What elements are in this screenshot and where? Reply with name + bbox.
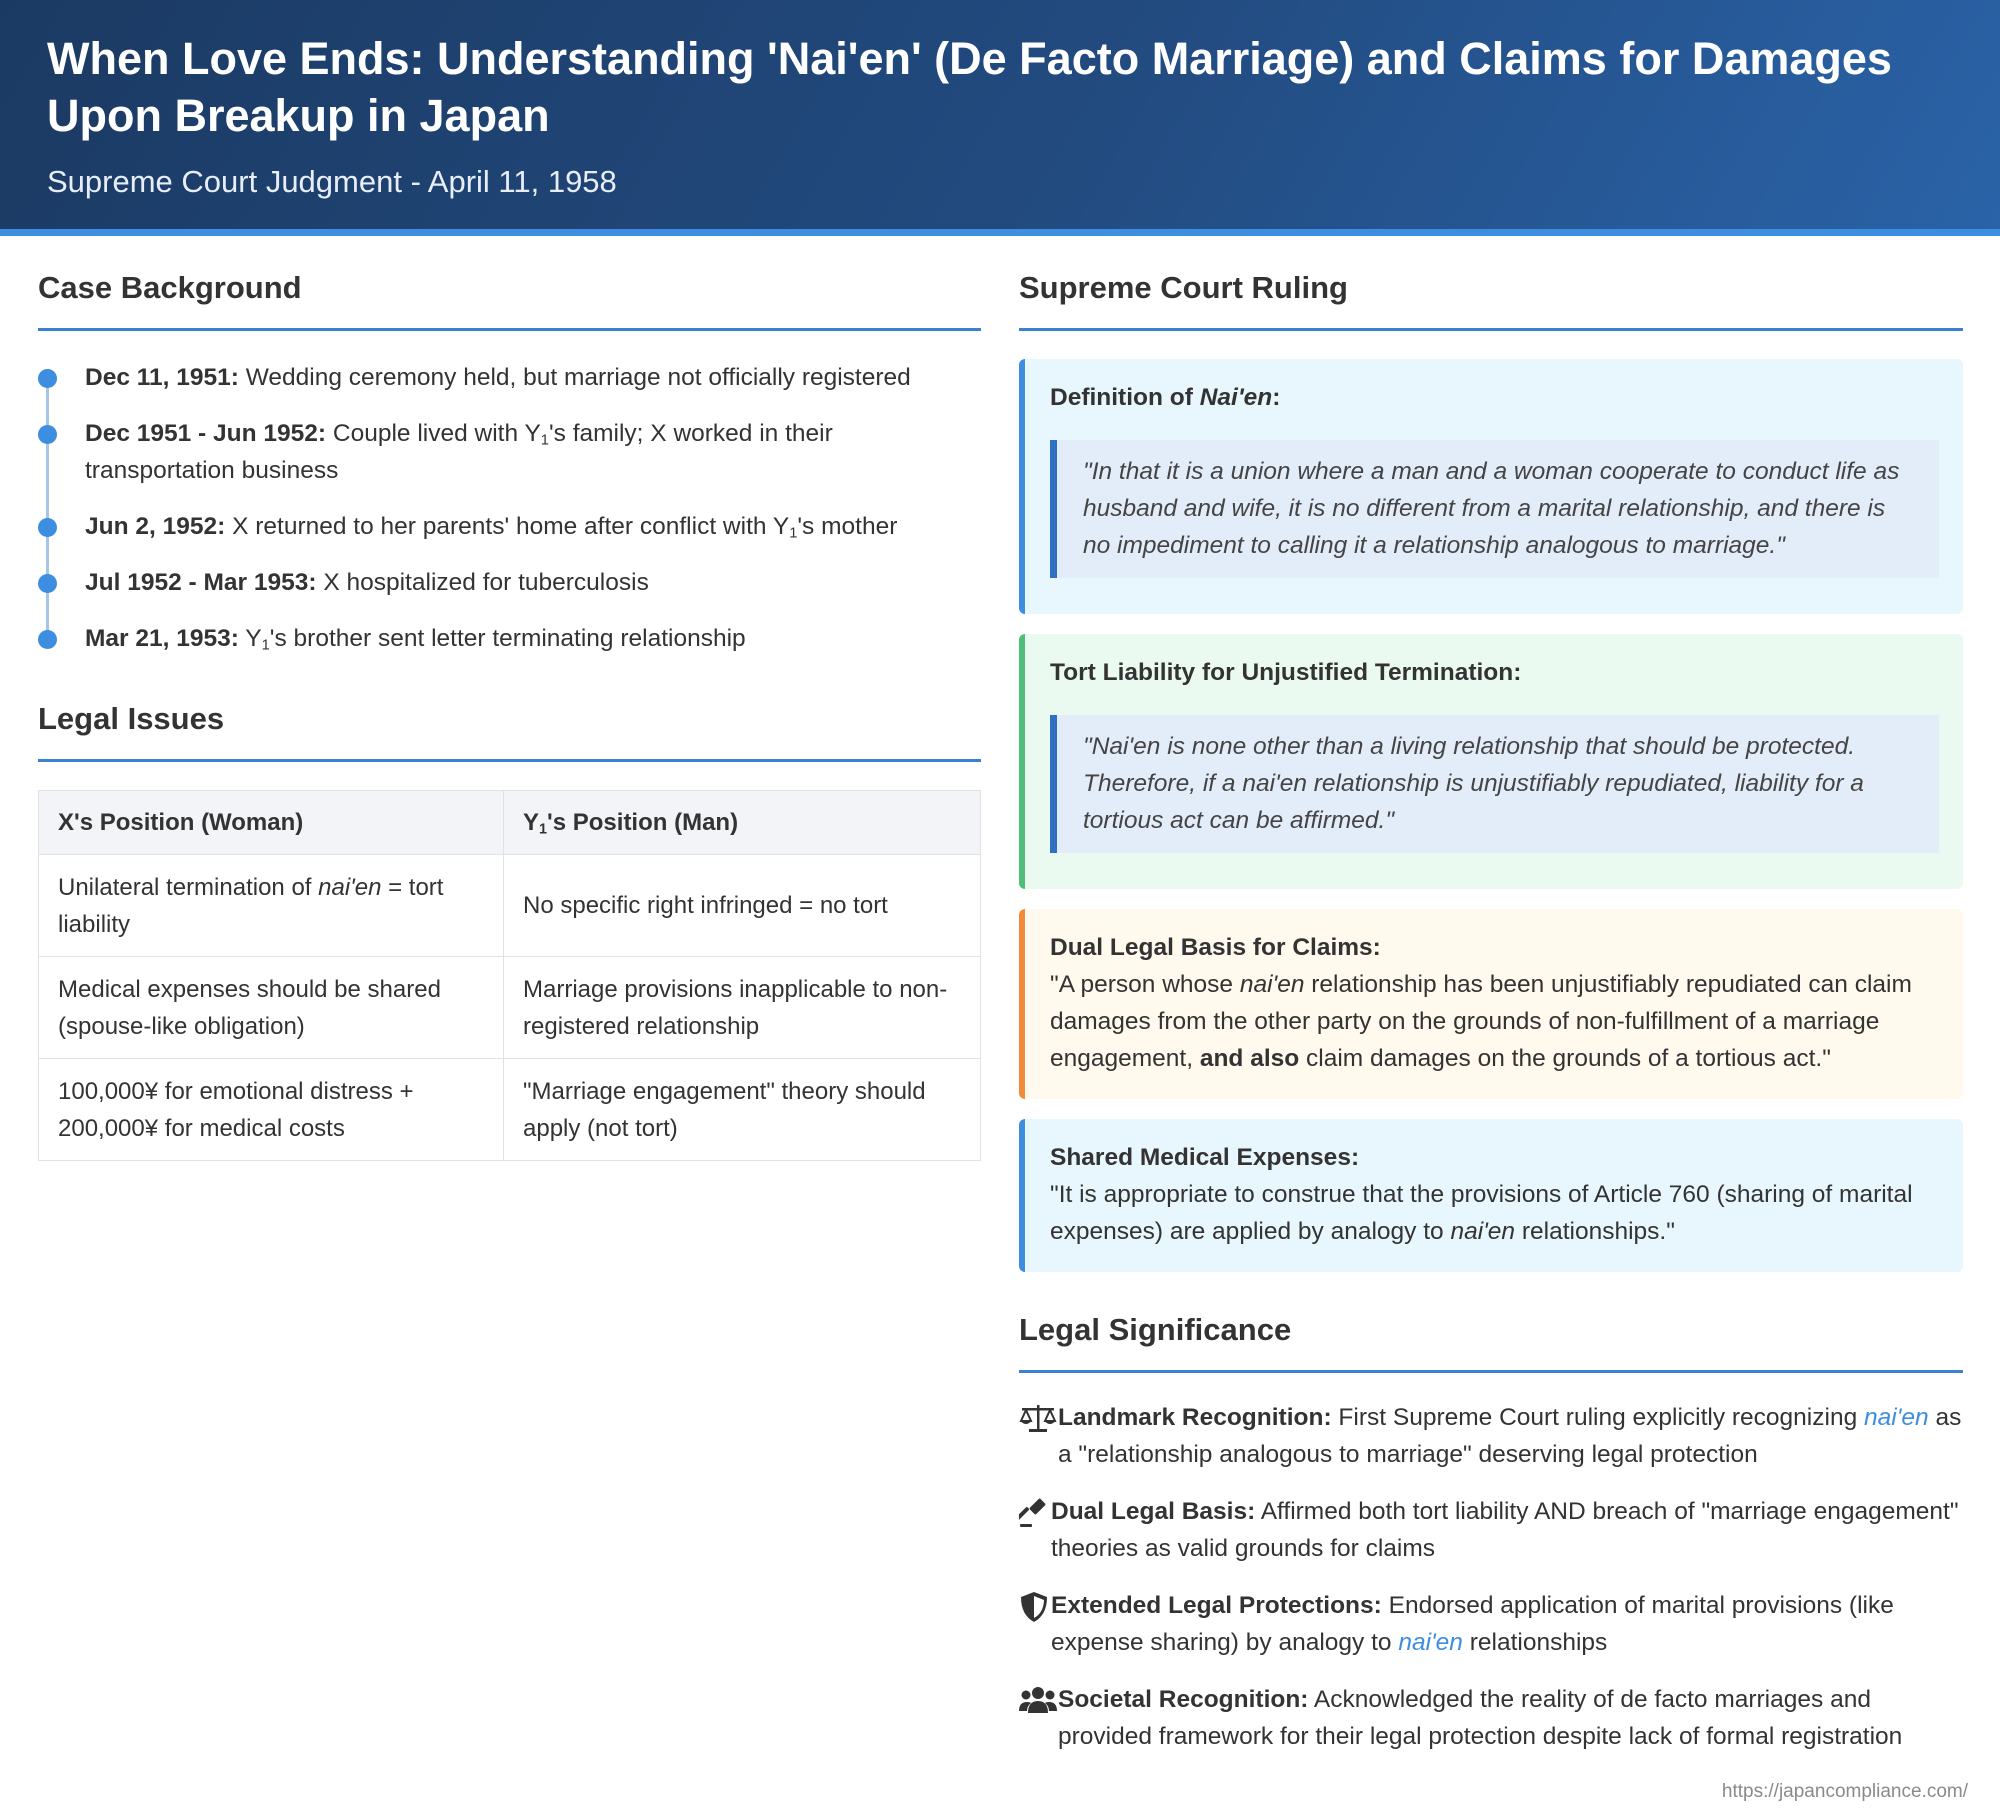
table-cell: Unilateral termination of nai'en = tort liability: [39, 855, 504, 957]
shield-icon: [1019, 1591, 1049, 1634]
timeline-dot-icon: [38, 369, 57, 388]
balance-scale-icon: [1019, 1403, 1057, 1444]
dual-basis-card: [1019, 909, 1963, 1099]
table-row: [39, 957, 981, 1059]
definition-title: Definition of Nai'en:: [1050, 384, 1281, 411]
tort-liability-card: [1019, 634, 1963, 889]
table-cell: 100,000¥ for emotional distress + 200,000¥ for medical costs: [39, 1059, 504, 1161]
medical-expenses-card: [1019, 1119, 1963, 1272]
definition-card: [1019, 359, 1963, 614]
definition-quote: "In that it is a union where a man and a woman cooperate to conduct life as husband and wife, it is no different from a marital relationship, and there is no impediment to calling it a relationship analogous to marriage.": [1050, 440, 1939, 578]
medical-expenses-title: Shared Medical Expenses:: [1050, 1144, 1360, 1171]
list-item: Societal Recognition: Acknowledged the reality of de facto marriages and provided framework for their legal protection despite lack of formal registration: [1019, 1681, 1963, 1755]
table-header-row: [39, 791, 981, 855]
significance-list: [1019, 1399, 1963, 1755]
case-background-heading: Case Background: [38, 270, 981, 331]
case-timeline: [38, 359, 981, 657]
timeline-item: Mar 21, 1953: $Y_1's$ brother sent letter terminating relationship: [85, 620, 981, 657]
timeline-item: Dec 1951 - Jun 1952: Couple lived with $Y_1's$ family; X worked in their transportation business: [85, 415, 981, 489]
timeline-dot-icon: [38, 425, 57, 444]
legal-issues-table: [38, 790, 981, 1161]
naien-link[interactable]: nai'en: [1864, 1404, 1929, 1431]
supreme-court-ruling-heading: Supreme Court Ruling: [1019, 270, 1963, 331]
timeline-item: Jun 2, 1952: X returned to her parents' home after conflict with $Y_1's$ mother: [85, 508, 981, 545]
timeline-item: Dec 11, 1951: Wedding ceremony held, but marriage not officially registered: [85, 359, 981, 396]
page-subtitle: Supreme Court Judgment - April 11, 1958: [47, 164, 617, 199]
medical-expenses-text: "It is appropriate to construe that the provisions of Article 760 (sharing of marital expenses) are applied by analogy to nai'en relationships.": [1050, 1181, 1913, 1245]
tort-liability-title: Tort Liability for Unjustified Termination:: [1050, 659, 1522, 686]
table-row: [39, 1059, 981, 1161]
timeline-dot-icon: [38, 574, 57, 593]
legal-significance-heading: Legal Significance: [1019, 1312, 1963, 1373]
table-cell: Medical expenses should be shared (spouse-like obligation): [39, 957, 504, 1059]
left-column: [38, 270, 981, 1161]
users-icon: [1019, 1685, 1057, 1726]
header-banner: [0, 0, 2000, 236]
right-column: [1019, 270, 1963, 1775]
table-cell: "Marriage engagement" theory should apply (not tort): [504, 1059, 981, 1161]
naien-link[interactable]: nai'en: [1398, 1629, 1463, 1656]
timeline-dot-icon: [38, 518, 57, 537]
dual-basis-title: Dual Legal Basis for Claims:: [1050, 934, 1381, 961]
list-item: Dual Legal Basis: Affirmed both tort liability AND breach of "marriage engagement" theories as valid grounds for claims: [1019, 1493, 1963, 1567]
footer-url[interactable]: https://japancompliance.com/: [1721, 1781, 1968, 1802]
table-cell: Marriage provisions inapplicable to non-registered relationship: [504, 957, 981, 1059]
column-header-y: $Y_1's$ Position (Man): [504, 791, 981, 855]
list-item: Extended Legal Protections: Endorsed application of marital provisions (like expense sharing) by analogy to nai'en relationships: [1019, 1587, 1963, 1661]
timeline-line: [46, 377, 49, 639]
legal-issues-heading: Legal Issues: [38, 701, 981, 762]
timeline-dot-icon: [38, 630, 57, 649]
tort-liability-quote: "Nai'en is none other than a living relationship that should be protected. Therefore, if a nai'en relationship is unjustifiably repudiated, liability for a tortious act can be affirmed.": [1050, 715, 1939, 853]
timeline-item: Jul 1952 - Mar 1953: X hospitalized for tuberculosis: [85, 564, 981, 601]
column-header-x: X's Position (Woman): [39, 791, 504, 855]
dual-basis-text: "A person whose nai'en relationship has been unjustifiably repudiated can claim damages from the other party on the grounds of non-fulfillment of a marriage engagement, and also claim damages on the grounds of a tortious act.": [1050, 971, 1912, 1072]
list-item: Landmark Recognition: First Supreme Court ruling explicitly recognizing nai'en as a "relationship analogous to marriage" deserving legal protection: [1019, 1399, 1963, 1473]
table-row: [39, 855, 981, 957]
gavel-icon: [1019, 1497, 1051, 1540]
page-title: When Love Ends: Understanding 'Nai'en' (De Facto Marriage) and Claims for Damages Upon Breakup in Japan: [47, 33, 1892, 141]
table-cell: No specific right infringed = no tort: [504, 855, 981, 957]
